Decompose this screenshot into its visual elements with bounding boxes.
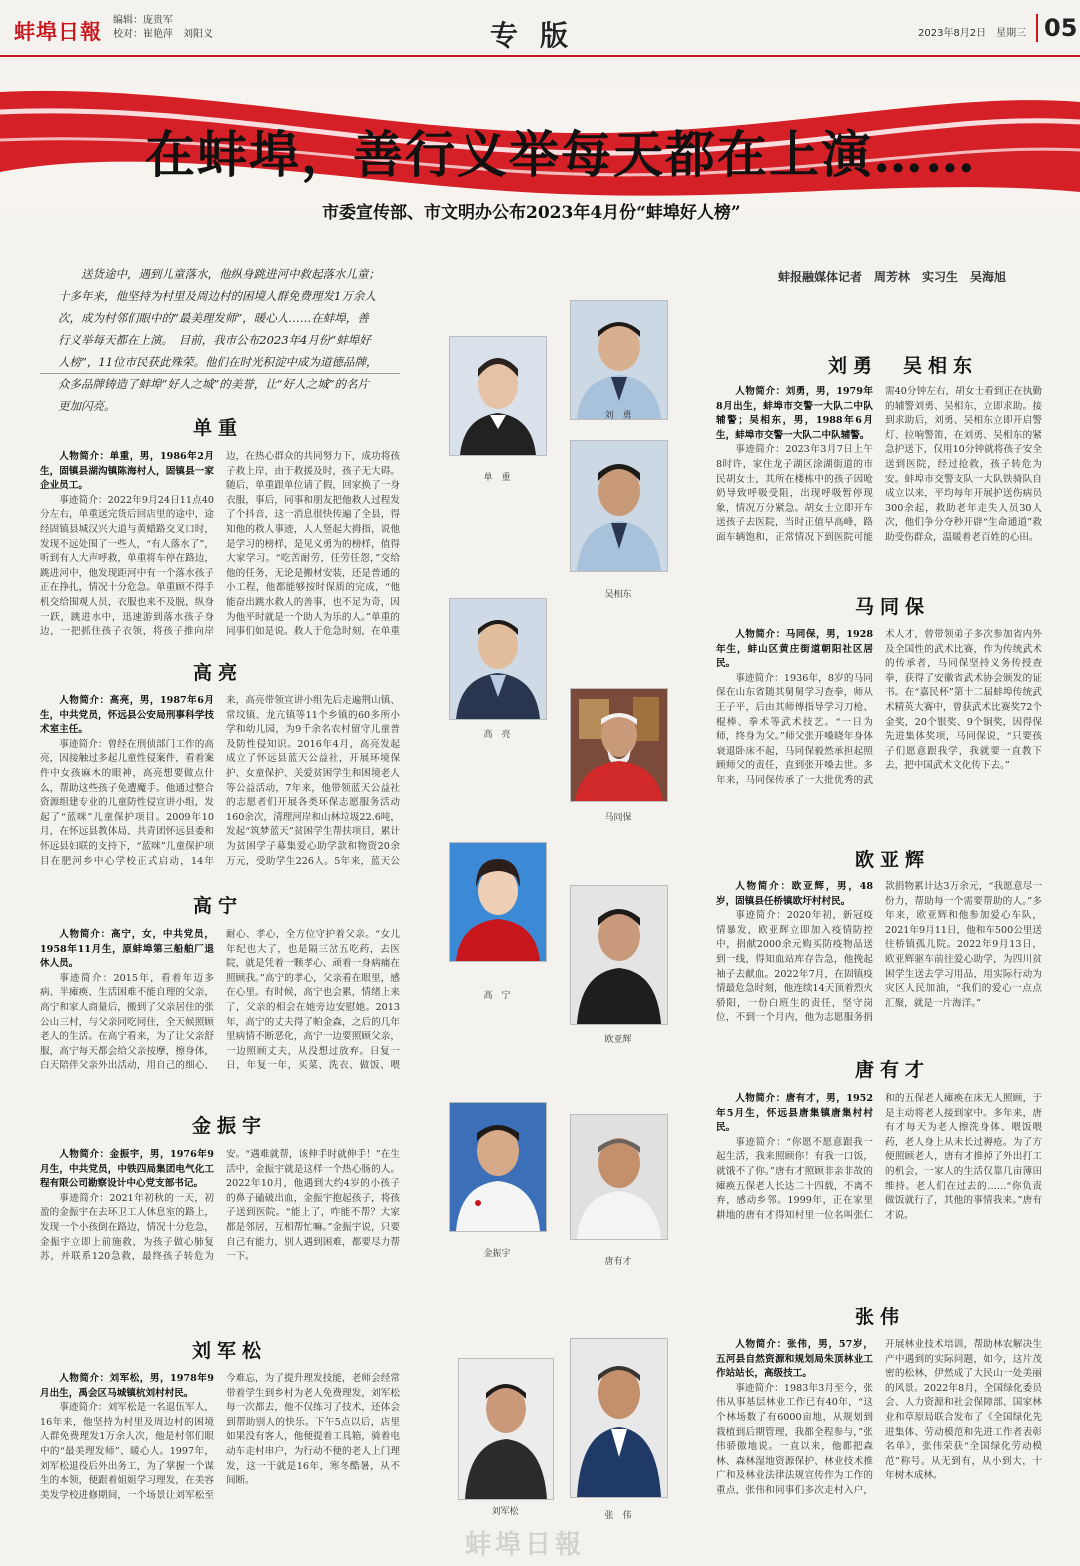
watermark: 蚌埠日報 bbox=[465, 1530, 586, 1560]
story-text: 事迹简介：刘军松是一名退伍军人，16年来，他坚持为村里及周边村的困境人群免费理发1万余人次，他是村邻们眼中的“最美理发师”、暖心人。1997年，刘军松退役后外出务工，为了掌握一个谋生的本领，便跟着姐姐学习理发，在美容美发学校进修期间，一个场景让刘军松至今难忘，为了提升理发技能，老师会经常带着学生到乡村为老人免费理发，刘军松每一次都去，他不仅练习了技术，还体会到帮助别人的快乐。下午5点以后，店里如果没有客人，他便提着工具箱，骑着电动车走村串户，为行动不便的老人上门理发，这一干就是16年，寒冬酷暑，从不间断。 bbox=[40, 1373, 400, 1501]
profile-text: 人物简介：刘勇，男，1979年8月出生，蚌埠市交警一大队二中队辅警；吴相东，男，1988年6月生，蚌埠市交警一大队二中队辅警。 bbox=[716, 386, 873, 441]
story-text: 事迹简介：1983年3月至今，张伟从事基层林业工作已有40年，“这个林场数了有6000亩地，从规划到栽植到后期管理，我都全程参与，”张伟骄傲地说。一直以来，他都把森林、森林湿地资源保护、林业技术推广和及林业法律法规宣传作为工作的重点，张伟和同事们多次走村入户，开展林业技术培训，帮助林农解决生产中遇到的实际问题，如今，这片茂密的松林，伊然成了大民山一处美丽的风景。2022年8月，全国绿化委员会、人力资源和社会保障部、国家林业和草原局联合发布了《全国绿化先进集体、劳动模范和先进工作者表彰名单》，张伟荣获“全国绿化劳动模范”称号。从无到有，从小到大，十年树木成林。 bbox=[716, 1339, 1042, 1496]
section-title: 专版 bbox=[490, 19, 591, 52]
portrait-photo bbox=[570, 688, 668, 802]
reporter-byline: 蚌报融媒体记者 周芳林 实习生 吴海旭 bbox=[778, 270, 1007, 284]
person-name: 金振宇 bbox=[192, 1115, 268, 1137]
person-article bbox=[716, 1092, 1042, 1278]
profile-text: 人物简介：高亮，男，1987年6月生，中共党员，怀远县公安局刑事科学技术室主任。 bbox=[40, 695, 214, 736]
profile-text: 人物简介：张伟，男，57岁，五河县自然资源和规划局朱顶林业工作站站长，高级技工。 bbox=[716, 1339, 873, 1380]
photo-caption: 金振宇 bbox=[483, 1249, 511, 1259]
person-article bbox=[716, 880, 1042, 1048]
story-text: 事迹简介：曾经在刑侦部门工作的高亮，因接触过多起儿童性侵案件，看着案件中女孩麻木的眼神，高亮想要做点什么，帮助这些孩子免遭魔手。他通过整合资源组建专业的儿童防性侵宣讲小组，发起了“蓝咪”儿童保护项目。2009年10月，在怀远县教体局、共青团怀远县委和怀远县妇联的支持下，“蓝咪”儿童保护项目在肥河乡中心学校正式启动，14年来，高亮带领宣讲小组先后走遍荆山镇、常坟镇、龙亢镇等11个乡镇的60多所小学和幼儿园，为9千余名农村留守儿童普及防性侵知识。2016年4月，高亮发起成立了怀远县蓝天公益社，开展环境保护、女童保护、关爱贫困学生和困境老人等公益活动，7年来，他带领蓝天公益社的志愿者们开展各类环保志愿服务活动160余次，清理河岸和山林垃圾22.6吨，发起“筑梦蓝天”贫困学生帮扶项目，累计为贫困学子募集爱心助学款和物资20余万元，受助学生226人。5年来，蓝天公 bbox=[40, 695, 400, 867]
person-name: 唐有才 bbox=[855, 1059, 931, 1081]
photo-caption: 高 宁 bbox=[483, 991, 511, 1001]
portrait-photo bbox=[570, 440, 668, 572]
photo-caption: 马同保 bbox=[604, 813, 632, 823]
photo-caption: 高 亮 bbox=[483, 730, 511, 740]
profile-text: 人物简介：单重，男，1986年2月生，固镇县湖沟镇陈海村人，固镇县一家企业员工。 bbox=[40, 451, 214, 492]
portrait-photo bbox=[570, 1338, 668, 1498]
story-text: 事迹简介：2020年初，新冠疫情暴发，欧亚辉立即加入疫情防控中，捐献2000余元购买防疫物品送到一线，得知血站库存告急，他挽起袖子去献血。2022年7月，在固镇疫情最危急时刻，他连续14天顶着烈火骄阳，一份白班生的责任，坚守岗位，不到一个月内，他为志愿服务捐款捐物累计达3万余元，“我愿意尽一份力，帮助每一个需要帮助的人。”多年来，欧亚辉和他参加爱心车队，2021年9月11日，他和车500公里送往桥镇孤儿院。2022年9月13日，欧亚辉驱车前往爱心助学，为四川贫困学生送去学习用品，用实际行动为灾区人民加油，“我们的爱心一点点汇聚，就是一片海洋。” bbox=[716, 881, 1042, 1024]
person-name: 欧亚辉 bbox=[855, 849, 931, 871]
person-article bbox=[40, 450, 400, 642]
story-text: 事迹简介：1936年，8岁的马同保在山东省随其舅舅学习查拳，师从王子平，后由其师傅指导学习刀枪、棍棒、拳术等武术技艺。“一日为师，终身为父。”师父张开嗓晓年身体衰退卧床不起，马同保毅然承担起照顾师父的责任，直到张开嗓去世。多年来，马同保传承了一大批优秀的武术人才，曾带领弟子多次参加省内外及全国性的武术比赛，作为传统武术的传承者，马同保坚持义务传授查拳，获得了安徽省武术协会颁发的证书。在“嘉民杯”第十二届蚌埠传统武术精英大赛中，曾获武术比赛奖72个金奖，20个银奖、9个铜奖，因得保先进集体奖项，马同保说，“只要孩子们愿意跟我学，我就要一直教下去，把中国武术文化传下去。” bbox=[716, 629, 1042, 786]
story-text: 事迹简介：2022年9月24日11点40分左右，单重送完货后回店里的途中，途经固镇县城汉兴大道与黄蜡路交叉口时，发现不远处围了一些人，“有人落水了”，听到有人大声呼救，单重将车停在路边，跳进河中，他发现距河中有一个落水孩子正在挣扎，情况十分危急。单重顾不得手机交给围观人员，衣服也来不及脱，纵身一跃，跳进水中，迅速游到落水孩子身边，一把抓住孩子衣领，将孩子推向岸边，在热心群众的共同努力下，成功将孩子救上岸，由于救援及时，孩子无大碍。随后，单重跟单位请了假，回家换了一身衣服，事后，同事和朋友把他救人过程发了个抖音，这一消息很快传遍了全县，得知他的救人事迹，人人竖起大拇指，说他是学习的榜样，是见义勇为的榜样，值得大家学习。“吃苦耐劳，任劳任怨，”交给他的任务，无论是搬材安装，还是普通的小工程，他都能够按时保质的完成，“他能奋出跳水救人的善事，也不足为奇，因为他平时就是一个助人为乐的人。”单重的同事们如是说。救人于危急时刻，在单重 bbox=[40, 451, 400, 638]
portrait-photo bbox=[570, 300, 668, 420]
editor-line: 编辑：庞贵军 bbox=[113, 15, 173, 26]
story-text: 事迹简介：2015年，看着年迈多病、半瘫痪、生活困难不能自理的父亲，高宁和家人商量后，搬到了父亲居住的张公山三村，与父亲同吃同住，全天候照顾老人的生活。在高宁看来，为了让父亲舒服，高宁每天都会给父亲按摩，擦身体，白天陪伴父亲外出活动，用自己的细心、耐心、孝心，全方位守护着父亲。“女儿年纪也大了，也是隔三岔五吃药，去医院，就是凭着一颗孝心、顽着一身病痛在照顾我。”高宁的孝心，父亲看在眼里，感在心里。有时候，高宁也会累，情绪上来了，父亲的相会在她旁边安慰她。2013年，高宁的丈夫得了帕金森，之后的几年里病情不断恶化，高宁一边要照顾父亲，一边照顾丈夫，从没想过放弃。日复一日，年复一年，买菜、洗衣、做饭、喂 bbox=[40, 929, 400, 1072]
photo-caption: 刘军松 bbox=[491, 1507, 519, 1517]
person-name: 单重 bbox=[193, 417, 244, 439]
profile-text: 人物简介：唐有才，男，1952年5月生，怀远县唐集镇唐集村村民。 bbox=[716, 1093, 873, 1134]
person-article bbox=[40, 694, 400, 870]
profile-text: 人物简介：欧亚辉，男，48岁，固镇县任桥镇欧圩村村民。 bbox=[716, 881, 873, 907]
story-text: 事迹简介：2023年3月7日上午8时许，家住龙子湖区涂湖街道的市民胡女士，其所在楼栋中的孩子因呛奶导致呼吸受阻，出现呼吸暂停现象，情况万分紧急。胡女士立即开车送孩子去医院，当时正值早高峰，路面车辆饱和，正常情况下到医院可能需40分钟左右，胡女士看到正在执勤的辅警刘勇、吴相东，立即求助。接到求助后，刘勇、吴相东立即开启警灯、拉响警笛，在刘勇、吴相东的紧急护送下，仅用10分钟就将孩子安全送到医院，经过抢救，孩子转危为安。蚌埠市交警支队一大队铁骑队自成立以来，平均每年开展护送伤病员300余起，救助老年走失人员30人次，他们争分夺秒开辟“生命通道”救助受伤群众，温暖着老百姓的心田。 bbox=[716, 386, 1042, 543]
headline: 在蚌埠，善行义举每天都在上演…… bbox=[145, 125, 977, 184]
subheadline: 市委宣传部、市文明办公布2023年4月份“蚌埠好人榜” bbox=[322, 203, 741, 223]
editor-credits bbox=[113, 14, 213, 42]
profile-text: 人物简介：金振宇，男，1976年9月生，中共党员，中铁四局集团电气化工程有限公司勘察设计中心党支部书记。 bbox=[40, 1149, 214, 1190]
story-text: 事迹简介：2021年初秋的一天，初盈的金振宇在去环卫工人休息室的路上，发现一个小孩倒在路边，情况十分危急，金振宇立即上前施救，为孩子做心肺复苏，并联系120急救，最终孩子转危为安。“遇难就帮，该伸手时就伸手！”在生活中，金振宇就是这样一个热心肠的人。2022年10月，他遇到大约4岁的小孩子的鼻子磕破出血，金振宇抱起孩子，将孩子送到医院。“能上了，咋能不帮？大家都是邻居，互相帮忙嘛。”金振宇说，只要自己有能力，别人遇到困难，都要尽力帮一下。 bbox=[40, 1149, 400, 1263]
person-name: 高宁 bbox=[193, 895, 244, 917]
portrait-photo bbox=[458, 1358, 554, 1500]
photo-caption: 刘 勇 bbox=[604, 411, 632, 421]
photo-caption: 唐有才 bbox=[604, 1257, 632, 1267]
person-name: 张伟 bbox=[855, 1306, 906, 1328]
photo-caption: 吴相东 bbox=[604, 590, 632, 600]
story-text: 事迹简介：“你愿不愿意跟我一起生活，我来照顾你！有我一口饭，就饿不了你。”唐有才照顾非亲非故的瘫痪五保老人长达二十四载，不离不弃，感动乡邻。1999年，正在家里耕地的唐有才得知村里一位名叫张仁和的五保老人瘫痪在床无人照顾，于是主动将老人接到家中。多年来，唐有才每天为老人擦洗身体、喂饭喂药，老人身上从未长过褥疮。为了方便照顾老人，唐有才推掉了外出打工的机会，一家人的生活仅靠几亩薄田维持。老人们在过去的……“你负责做饭就行了，其他的事情我来。”唐有才说。 bbox=[716, 1093, 1042, 1221]
person-name: 刘勇 吴相东 bbox=[828, 355, 979, 377]
issue-date: 2023年8月2日 星期三 bbox=[918, 28, 1027, 39]
portrait-photo bbox=[570, 1114, 668, 1240]
portrait-photo bbox=[449, 842, 547, 962]
profile-text: 人物简介：高宁，女，中共党员，1958年11月生，原蚌埠第三船舶厂退休人员。 bbox=[40, 929, 214, 970]
person-name: 刘军松 bbox=[192, 1340, 268, 1362]
portrait-photo bbox=[449, 598, 547, 720]
person-article bbox=[716, 385, 1042, 573]
profile-text: 人物简介：刘军松，男，1978年9月出生，禹会区马城镇杭刘村村民。 bbox=[40, 1373, 214, 1399]
person-article bbox=[716, 628, 1042, 838]
portrait-photo bbox=[449, 1102, 547, 1232]
photo-caption: 张 伟 bbox=[604, 1511, 632, 1521]
proof-line: 校对：崔艳萍 刘阳义 bbox=[113, 29, 213, 40]
portrait-photo bbox=[570, 885, 668, 1025]
intro-divider bbox=[40, 373, 400, 374]
portrait-photo bbox=[449, 336, 547, 456]
photo-caption: 单 重 bbox=[483, 473, 511, 483]
person-name: 马同保 bbox=[855, 596, 931, 618]
intro-text: 送货途中，遇到儿童落水，他纵身跳进河中救起落水儿童；十多年来，他坚持为村里及周边村的困境人群免费理发1万余人次，成为村邻们眼中的“最美理发师”，暖心人……在蚌埠，善行义举每天都在上演。 目前，我市公布2023年4月份“蚌埠好人榜”，11位市民获此殊荣。他们在时光积淀中成为道德品牌，众多品牌铸造了蚌埠“好人之城”的美誉，让“好人之城”的名片更加闪亮。 bbox=[58, 267, 380, 413]
photo-caption: 欧亚辉 bbox=[604, 1035, 632, 1045]
person-article bbox=[40, 1372, 400, 1548]
profile-text: 人物简介：马同保，男，1928年生，蚌山区黄庄街道朝阳社区居民。 bbox=[716, 629, 873, 670]
person-name: 高亮 bbox=[193, 662, 244, 684]
person-article bbox=[716, 1338, 1042, 1552]
page-number: 05 bbox=[1036, 14, 1077, 42]
person-article bbox=[40, 928, 400, 1088]
person-article bbox=[40, 1148, 400, 1308]
newspaper-logo: 蚌埠日報 bbox=[14, 19, 102, 44]
